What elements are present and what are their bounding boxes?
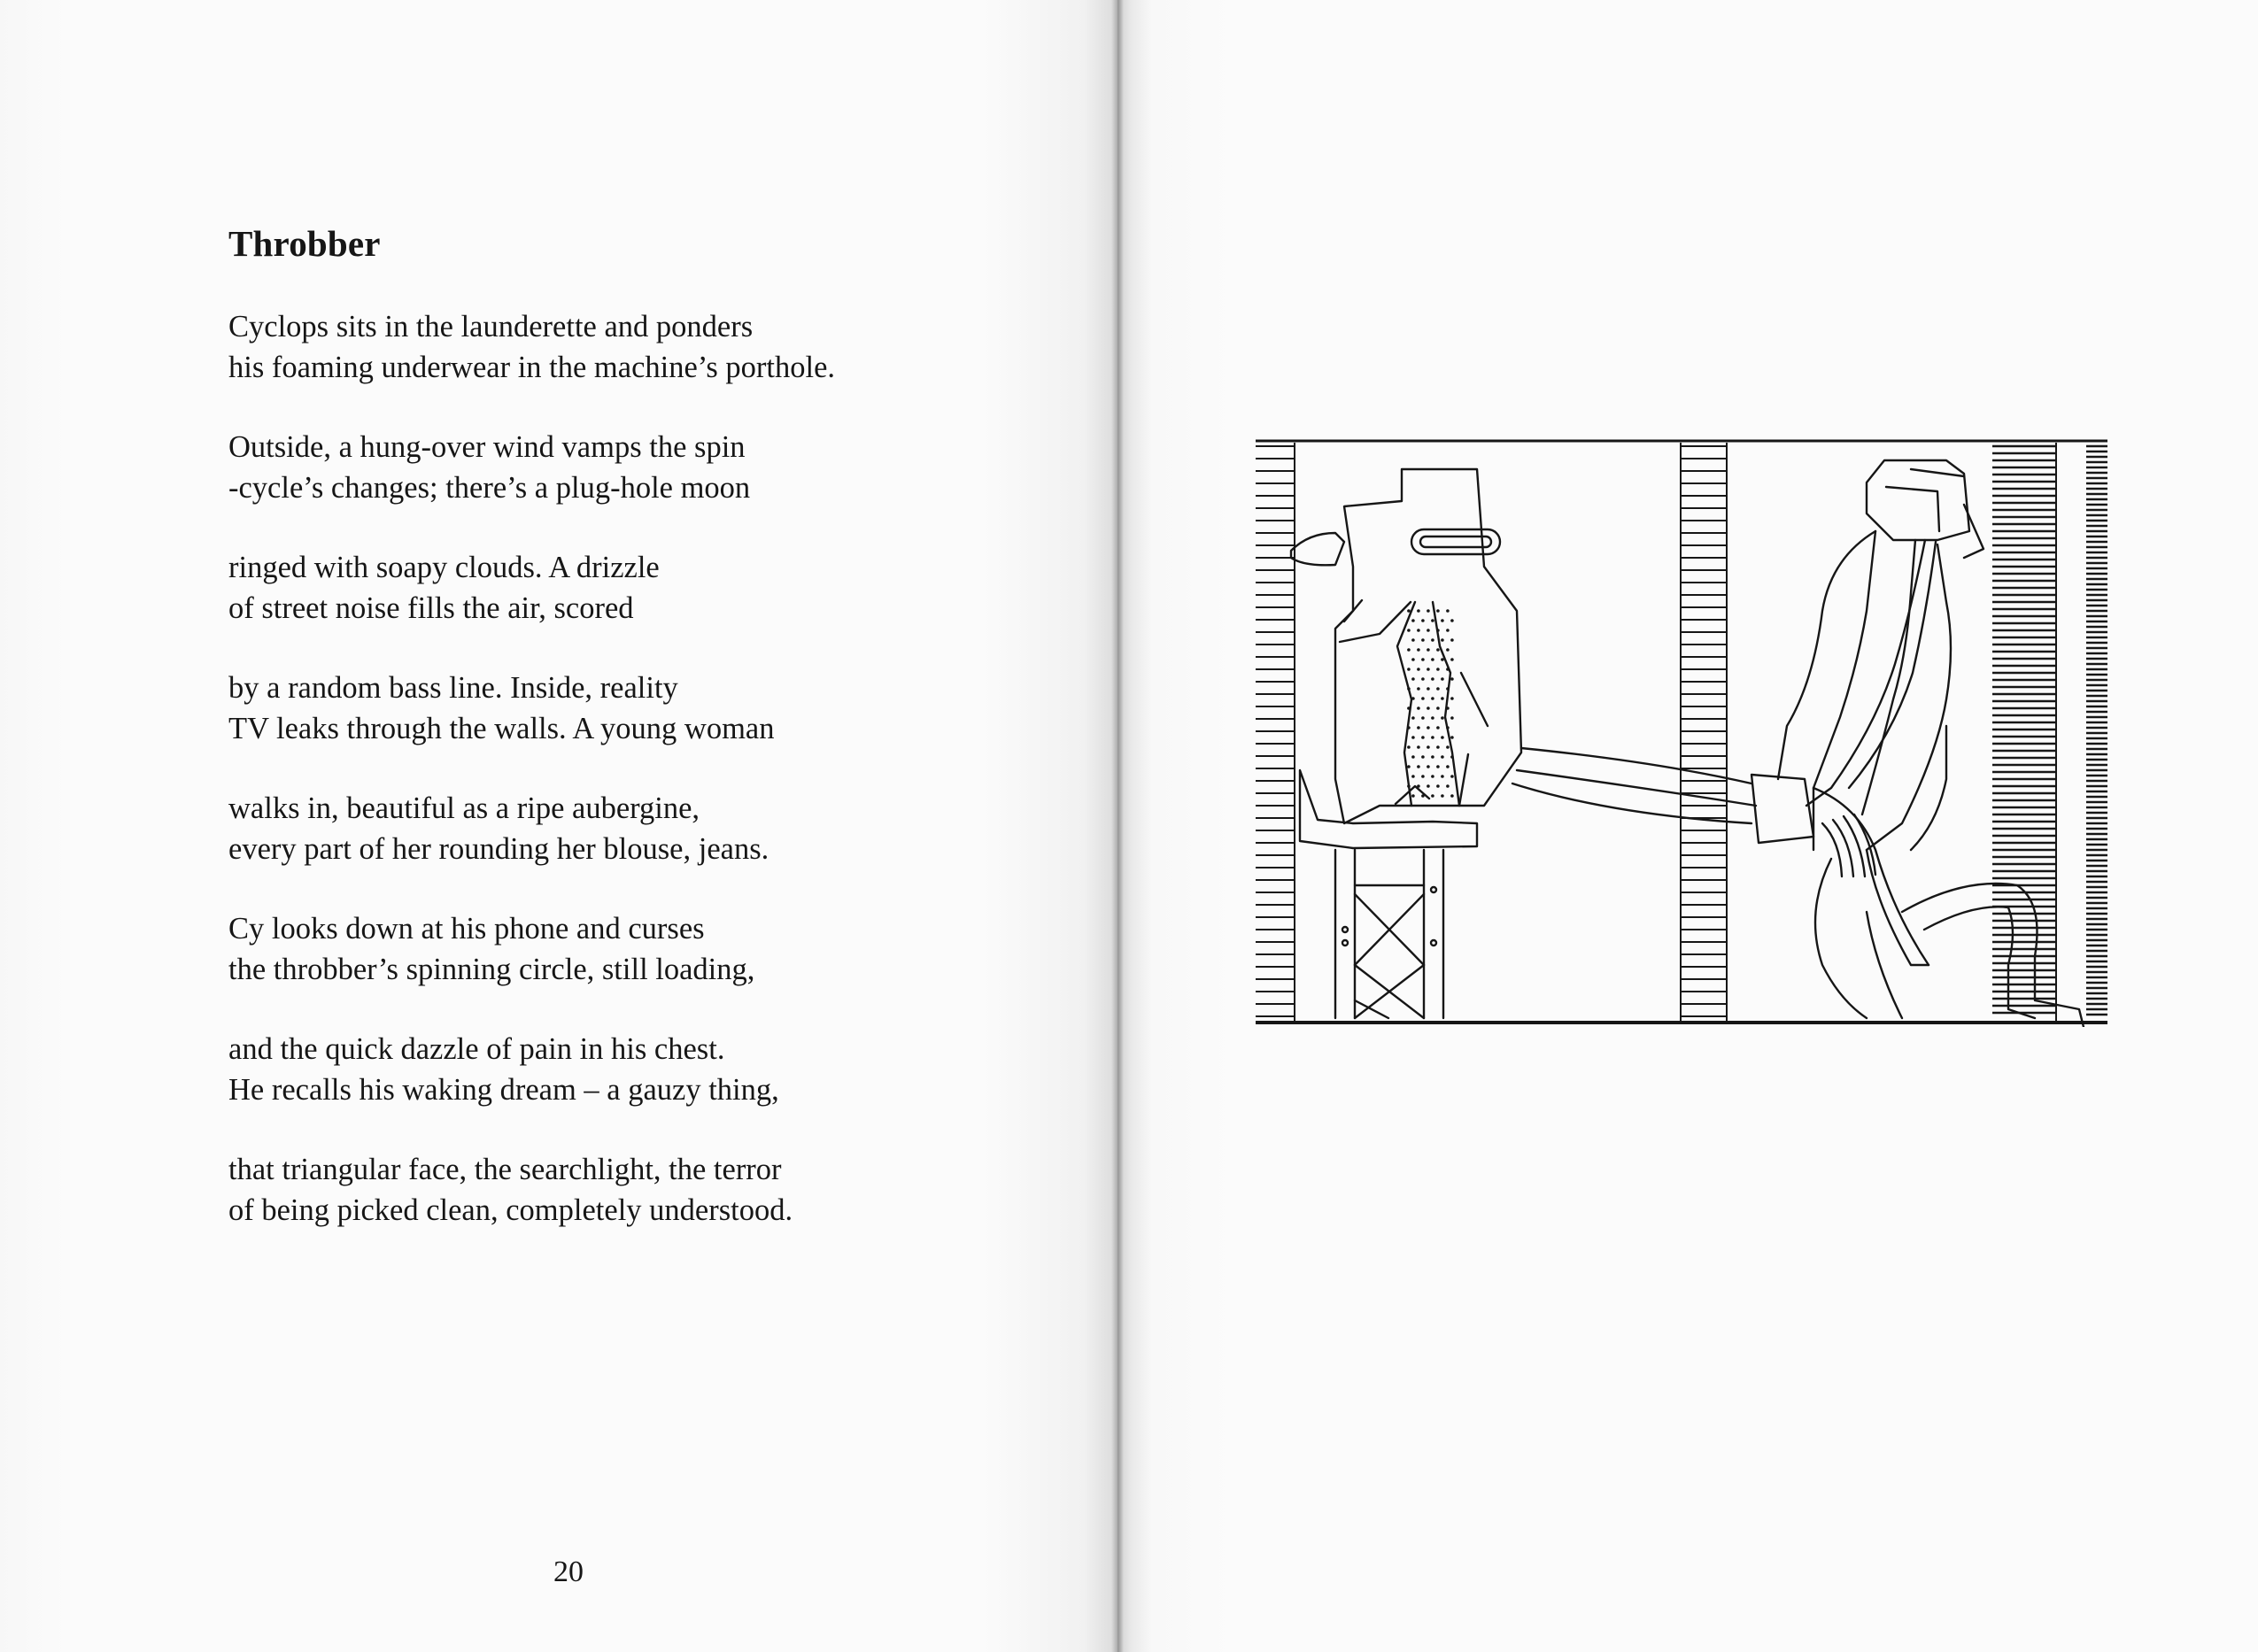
poem-line: -cycle’s changes; there’s a plug-hole moon xyxy=(228,471,751,505)
poem-line: that triangular face, the searchlight, the terror xyxy=(228,1153,782,1186)
ink-illustration xyxy=(1256,434,2107,1027)
stanza xyxy=(228,547,1025,629)
cable-a xyxy=(1521,748,1751,784)
poem-title: Throbber xyxy=(228,223,381,264)
poem-line: his foaming underwear in the machine’s porthole. xyxy=(228,351,836,384)
stanza xyxy=(228,1029,1025,1110)
stanza xyxy=(228,306,1025,388)
cyclops-figure xyxy=(1291,469,1521,823)
illustration-drawing xyxy=(1256,434,2107,1027)
poem-line: Cy looks down at his phone and curses xyxy=(228,912,705,946)
cyclops-eye xyxy=(1411,529,1500,554)
poem-line: the throbber’s spinning circle, still loading, xyxy=(228,953,755,986)
figure-back-leg xyxy=(1815,859,1867,1018)
stanza xyxy=(228,668,1025,749)
cyclops-nose xyxy=(1291,533,1344,565)
poem-line: ringed with soapy clouds. A drizzle xyxy=(228,551,660,584)
stanza xyxy=(228,908,1025,990)
poem-line: Cyclops sits in the launderette and ponders xyxy=(228,310,754,344)
poem-line: of street noise fills the air, scored xyxy=(228,591,634,625)
figure-arm xyxy=(1911,726,1946,850)
phone-device xyxy=(1751,775,1813,843)
stanza xyxy=(228,788,1025,869)
stool-seat xyxy=(1300,770,1477,848)
book-gutter xyxy=(1111,0,1124,1652)
left-page xyxy=(0,0,1117,1652)
chest-dotted-patch-edge xyxy=(1433,602,1459,806)
poem-line: every part of her rounding her blouse, jeans. xyxy=(228,832,769,866)
figure-head xyxy=(1867,460,1969,540)
page-number: 20 xyxy=(553,1556,584,1588)
stanza xyxy=(228,427,1025,508)
stool-scaffold xyxy=(1335,850,1443,1018)
poem-line: of being picked clean, completely understood. xyxy=(228,1193,793,1227)
poem-line: by a random bass line. Inside, reality xyxy=(228,671,678,705)
stanza xyxy=(228,1149,1025,1231)
poem-line: He recalls his waking dream – a gauzy thing, xyxy=(228,1073,779,1107)
poem-line: Outside, a hung-over wind vamps the spin xyxy=(228,430,746,464)
poem-line: TV leaks through the walls. A young woman xyxy=(228,712,775,745)
poem-body xyxy=(228,306,1025,1270)
poem-line: walks in, beautiful as a ripe aubergine, xyxy=(228,791,700,825)
poem-line: and the quick dazzle of pain in his chest. xyxy=(228,1032,725,1066)
